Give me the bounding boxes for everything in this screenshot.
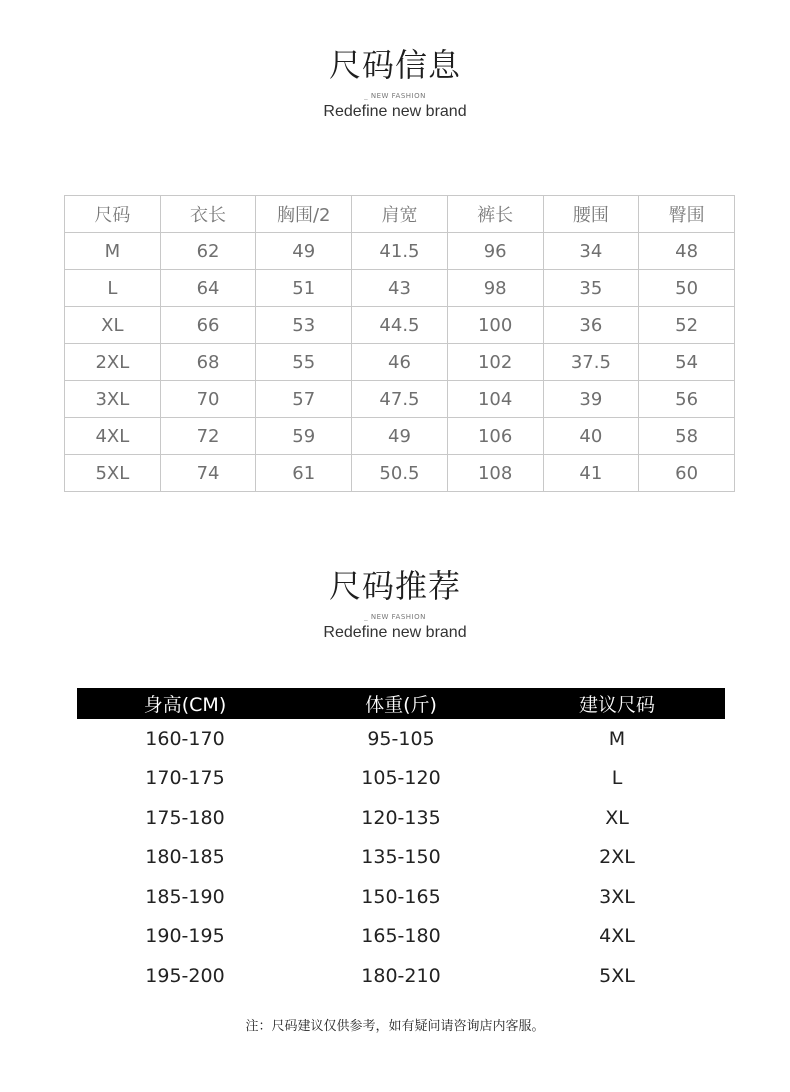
table-row — [65, 381, 735, 418]
table-row — [65, 270, 735, 307]
table-cell: 98 — [447, 270, 543, 307]
table-cell: 49 — [352, 418, 448, 455]
table-row — [65, 233, 735, 270]
size-header-shoulder: 肩宽 — [352, 196, 448, 233]
size-info-title: 尺码信息 — [328, 46, 461, 84]
table-cell: 190-195 — [145, 925, 225, 948]
table-cell: 2XL — [65, 344, 161, 381]
table-cell: 120-135 — [361, 806, 441, 829]
table-cell: 44.5 — [352, 307, 448, 344]
table-cell: 59 — [256, 418, 352, 455]
table-row — [77, 917, 725, 957]
table-cell: 53 — [256, 307, 352, 344]
table-cell: 37.5 — [543, 344, 639, 381]
table-cell: 43 — [352, 270, 448, 307]
table-cell: 39 — [543, 381, 639, 418]
table-cell: 68 — [160, 344, 256, 381]
table-cell: 180-210 — [361, 964, 441, 987]
table-cell: 3XL — [599, 885, 635, 908]
recommendation-header-weight: 体重(斤) — [293, 688, 509, 719]
table-cell: 70 — [160, 381, 256, 418]
table-cell: 135-150 — [361, 846, 441, 869]
table-cell: 55 — [256, 344, 352, 381]
table-cell: 100 — [447, 307, 543, 344]
table-cell: 52 — [639, 307, 735, 344]
table-cell: 48 — [639, 233, 735, 270]
table-cell: 4XL — [599, 925, 635, 948]
size-info-subtitle: Redefine new brand — [323, 103, 467, 120]
table-cell: 49 — [256, 233, 352, 270]
size-info-table — [64, 195, 735, 492]
table-cell: 46 — [352, 344, 448, 381]
table-cell: 35 — [543, 270, 639, 307]
size-header-chest: 胸围/2 — [256, 196, 352, 233]
table-cell: 50 — [639, 270, 735, 307]
table-row — [65, 344, 735, 381]
recommendation-header-size: 建议尺码 — [509, 688, 725, 719]
table-cell: 105-120 — [361, 767, 441, 790]
table-cell: 66 — [160, 307, 256, 344]
table-cell: 160-170 — [145, 727, 225, 750]
table-cell: 41 — [543, 455, 639, 492]
size-recommendation-table — [77, 688, 725, 996]
table-cell: 102 — [447, 344, 543, 381]
table-cell: 104 — [447, 381, 543, 418]
table-row — [65, 307, 735, 344]
table-cell: 34 — [543, 233, 639, 270]
size-header-size: 尺码 — [65, 196, 161, 233]
table-cell: 108 — [447, 455, 543, 492]
table-cell: 106 — [447, 418, 543, 455]
size-recommendation-kicker: _ NEW FASHION — [0, 612, 790, 622]
table-cell: 4XL — [65, 418, 161, 455]
table-cell: 72 — [160, 418, 256, 455]
table-row — [77, 877, 725, 917]
table-cell: 50.5 — [352, 455, 448, 492]
table-row — [77, 956, 725, 996]
table-row — [65, 455, 735, 492]
size-recommendation-title: 尺码推荐 — [328, 567, 461, 605]
table-cell: 62 — [160, 233, 256, 270]
table-cell: 5XL — [599, 964, 635, 987]
table-cell: M — [65, 233, 161, 270]
table-cell: L — [65, 270, 161, 307]
recommendation-header-height: 身高(CM) — [77, 688, 293, 719]
table-cell: 56 — [639, 381, 735, 418]
table-cell: 3XL — [65, 381, 161, 418]
size-recommendation-subtitle: Redefine new brand — [323, 624, 467, 641]
table-cell: 175-180 — [145, 806, 225, 829]
table-cell: 170-175 — [145, 767, 225, 790]
table-cell: 51 — [256, 270, 352, 307]
table-cell: 185-190 — [145, 885, 225, 908]
table-row — [77, 719, 725, 759]
size-header-hip: 臀围 — [639, 196, 735, 233]
size-info-header — [0, 45, 790, 122]
table-cell: 60 — [639, 455, 735, 492]
table-cell: 165-180 — [361, 925, 441, 948]
table-cell: 74 — [160, 455, 256, 492]
table-cell: M — [608, 727, 626, 750]
table-cell: 54 — [639, 344, 735, 381]
table-cell: XL — [605, 806, 629, 829]
table-cell: 95-105 — [367, 727, 435, 750]
size-header-length: 衣长 — [160, 196, 256, 233]
table-cell: 195-200 — [145, 964, 225, 987]
table-cell: 2XL — [599, 846, 635, 869]
table-cell: 41.5 — [352, 233, 448, 270]
table-cell: 47.5 — [352, 381, 448, 418]
size-recommendation-header — [0, 566, 790, 643]
size-note: 注：尺码建议仅供参考，如有疑问请咨询店内客服。 — [245, 1019, 545, 1034]
table-row — [77, 759, 725, 799]
table-cell: XL — [65, 307, 161, 344]
table-cell: 61 — [256, 455, 352, 492]
size-info-kicker: _ NEW FASHION — [0, 91, 790, 101]
table-cell: 36 — [543, 307, 639, 344]
table-cell: 57 — [256, 381, 352, 418]
table-cell: 5XL — [65, 455, 161, 492]
table-cell: 96 — [447, 233, 543, 270]
size-header-waist: 腰围 — [543, 196, 639, 233]
table-cell: 40 — [543, 418, 639, 455]
table-row — [77, 838, 725, 878]
size-header-pants-length: 裤长 — [447, 196, 543, 233]
table-cell: 150-165 — [361, 885, 441, 908]
size-table-header-row — [65, 196, 735, 233]
table-row — [65, 418, 735, 455]
table-cell: 58 — [639, 418, 735, 455]
table-cell: 64 — [160, 270, 256, 307]
table-cell: L — [611, 767, 623, 790]
table-cell: 180-185 — [145, 846, 225, 869]
recommendation-header-row — [77, 688, 725, 719]
table-row — [77, 798, 725, 838]
